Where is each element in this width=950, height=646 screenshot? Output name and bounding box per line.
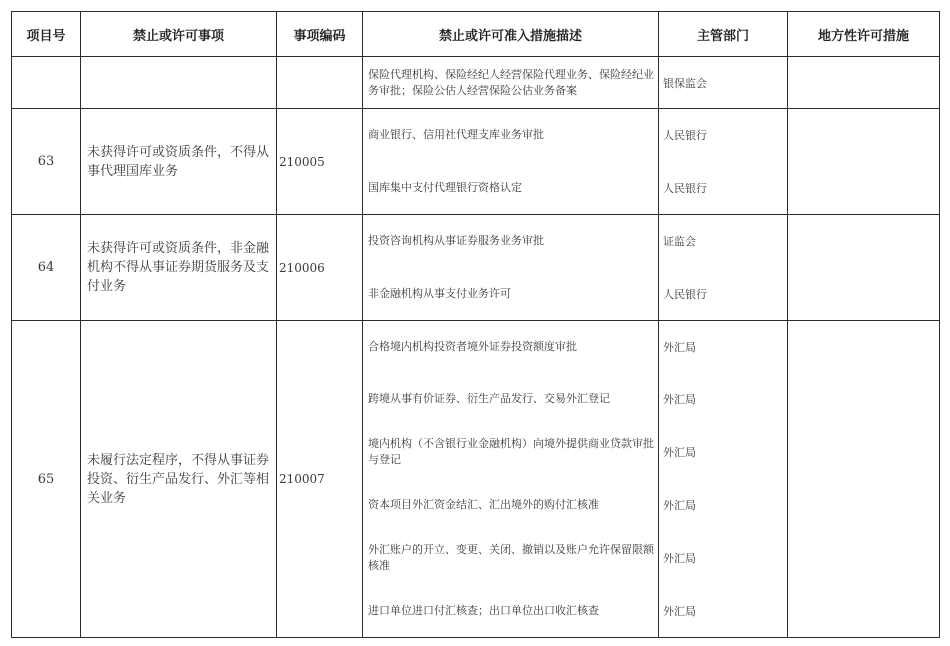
- cell-dept: 证监会: [659, 215, 788, 268]
- cell-dept: 外汇局: [659, 321, 788, 373]
- cell-id: [12, 57, 81, 109]
- cell-item: [81, 57, 277, 109]
- cell-code: 210007: [277, 321, 363, 638]
- cell-desc: 非金融机构从事支付业务许可: [363, 268, 659, 321]
- header-row: [12, 12, 940, 57]
- cell-desc: 合格境内机构投资者境外证券投资额度审批: [363, 321, 659, 373]
- cell-desc: 资本项目外汇资金结汇、汇出境外的购付汇核准: [363, 479, 659, 532]
- cell-dept: 人民银行: [659, 162, 788, 215]
- header-id: 项目号: [12, 12, 81, 57]
- cell-id: 64: [12, 215, 81, 321]
- header-item: 禁止或许可事项: [81, 12, 277, 57]
- cell-dept: 人民银行: [659, 268, 788, 321]
- cell-dept: 外汇局: [659, 532, 788, 585]
- cell-code: [277, 57, 363, 109]
- header-code: 事项编码: [277, 12, 363, 57]
- cell-id: 63: [12, 109, 81, 215]
- cell-item: 未获得许可或资质条件，非金融机构不得从事证券期货服务及支付业务: [81, 215, 277, 321]
- cell-local: [788, 57, 940, 109]
- table-row: [12, 57, 940, 109]
- cell-desc: 保险代理机构、保险经纪人经营保险代理业务、保险经纪业务审批；保险公估人经营保险公估业务备案: [363, 57, 659, 109]
- cell-dept: 外汇局: [659, 585, 788, 638]
- cell-desc: 跨境从事有价证券、衍生产品发行、交易外汇登记: [363, 373, 659, 426]
- cell-dept: 人民银行: [659, 109, 788, 162]
- cell-dept: 外汇局: [659, 426, 788, 479]
- cell-code: 210005: [277, 109, 363, 215]
- cell-desc: 进口单位进口付汇核查；出口单位出口收汇核查: [363, 585, 659, 638]
- cell-id: 65: [12, 321, 81, 638]
- cell-dept: 银保监会: [659, 57, 788, 109]
- table-row: [12, 215, 940, 268]
- cell-item: 未获得许可或资质条件，不得从事代理国库业务: [81, 109, 277, 215]
- header-dept: 主管部门: [659, 12, 788, 57]
- table-row: [12, 321, 940, 373]
- cell-local: [788, 321, 940, 638]
- header-desc: 禁止或许可准入措施描述: [363, 12, 659, 57]
- cell-desc: 国库集中支付代理银行资格认定: [363, 162, 659, 215]
- permit-table: [11, 11, 940, 638]
- cell-desc: 商业银行、信用社代理支库业务审批: [363, 109, 659, 162]
- cell-local: [788, 215, 940, 321]
- cell-desc: 外汇账户的开立、变更、关闭、撤销以及账户允许保留限额核准: [363, 532, 659, 585]
- cell-dept: 外汇局: [659, 479, 788, 532]
- cell-dept: 外汇局: [659, 373, 788, 426]
- cell-desc: 投资咨询机构从事证券服务业务审批: [363, 215, 659, 268]
- table-row: [12, 109, 940, 162]
- cell-item: 未履行法定程序，不得从事证券投资、衍生产品发行、外汇等相关业务: [81, 321, 277, 638]
- cell-code: 210006: [277, 215, 363, 321]
- cell-local: [788, 109, 940, 215]
- cell-desc: 境内机构（不含银行业金融机构）向境外提供商业贷款审批与登记: [363, 426, 659, 479]
- header-local: 地方性许可措施: [788, 12, 940, 57]
